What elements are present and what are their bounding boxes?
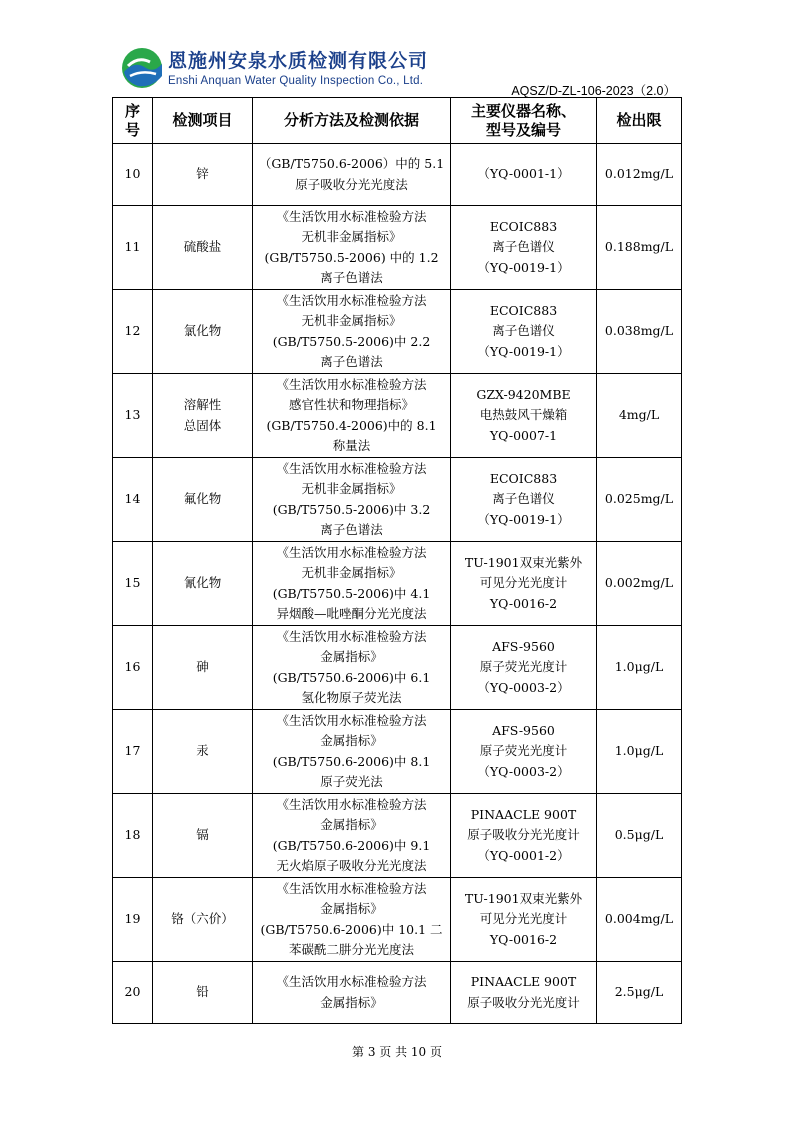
cell-instrument — [451, 542, 597, 626]
cell-item — [153, 290, 253, 374]
cell-limit: 1.0μg/L — [597, 626, 682, 710]
cell-instrument — [451, 206, 597, 290]
cell-item-line: 溶解性 — [183, 397, 222, 412]
cell-index: 10 — [113, 144, 153, 206]
cell-instrument-line: （YQ-0019-1） — [477, 511, 570, 527]
table-row — [113, 458, 682, 542]
cell-item — [153, 542, 253, 626]
cell-item — [153, 962, 253, 1024]
cell-method-line: 离子色谱法 — [320, 522, 383, 537]
cell-item-line: 锌 — [196, 166, 209, 182]
table-header-row — [113, 98, 682, 144]
cell-item-line: 砷 — [196, 659, 209, 675]
cell-method-line: 《生活饮用水标准检验方法 — [276, 712, 427, 728]
cell-instrument-line: 原子荧光光度计 — [479, 743, 568, 759]
cell-item — [153, 710, 253, 794]
cell-method — [253, 374, 451, 458]
header-index — [113, 98, 153, 144]
table-row — [113, 144, 682, 206]
cell-item — [153, 206, 253, 290]
cell-method-line: 《生活饮用水标准检验方法 — [276, 796, 427, 812]
cell-method-line: 《生活饮用水标准检验方法 — [276, 208, 427, 224]
header-method — [253, 98, 451, 144]
cell-method — [253, 710, 451, 794]
cell-method — [253, 794, 451, 878]
cell-limit: 0.025mg/L — [597, 458, 682, 542]
cell-index: 11 — [113, 206, 153, 290]
cell-index: 12 — [113, 290, 153, 374]
table-row — [113, 542, 682, 626]
cell-instrument-line: （YQ-0019-1） — [477, 259, 570, 275]
header-method-line: 分析方法及检测依据 — [283, 111, 419, 129]
cell-limit: 0.012mg/L — [597, 144, 682, 206]
cell-instrument — [451, 626, 597, 710]
cell-index: 20 — [113, 962, 153, 1024]
cell-item-line: 汞 — [196, 743, 209, 759]
cell-method-line: 无火焰原子吸收分光光度法 — [276, 858, 427, 873]
cell-item — [153, 144, 253, 206]
cell-item — [153, 794, 253, 878]
cell-limit: 0.004mg/L — [597, 878, 682, 962]
cell-instrument-line: ECOIC883 — [489, 218, 558, 234]
cell-method-line: 金属指标》 — [320, 649, 383, 664]
table-row — [113, 290, 682, 374]
cell-method-line: (GB/T5750.6-2006)中 6.1 — [272, 669, 431, 685]
cell-method — [253, 962, 451, 1024]
cell-instrument-line: YQ-0016-2 — [489, 595, 558, 611]
cell-method-line: (GB/T5750.5-2006) 中的 1.2 — [264, 249, 439, 265]
cell-instrument-line: GZX-9420MBE — [476, 386, 571, 402]
cell-method-line: (GB/T5750.4-2006)中的 8.1 — [266, 417, 437, 433]
cell-instrument-line: 原子荧光光度计 — [479, 659, 568, 675]
cell-index: 16 — [113, 626, 153, 710]
cell-method-line: （GB/T5750.6-2006）中的 5.1 — [258, 156, 445, 171]
header-index-line: 序 — [124, 101, 140, 120]
cell-item-line: 氰化物 — [183, 575, 222, 591]
cell-instrument — [451, 794, 597, 878]
cell-limit: 2.5μg/L — [597, 962, 682, 1024]
cell-method-line: (GB/T5750.6-2006)中 8.1 — [272, 753, 431, 769]
cell-method-line: 《生活饮用水标准检验方法 — [276, 460, 427, 476]
header-item-line: 检测项目 — [172, 111, 233, 129]
header-limit-line: 检出限 — [616, 111, 662, 129]
cell-method-line: 离子色谱法 — [320, 354, 383, 369]
cell-item-line: 铬（六价） — [171, 911, 234, 927]
cell-instrument-line: YQ-0007-1 — [489, 427, 558, 443]
cell-method-line: 称量法 — [332, 438, 371, 453]
cell-method-line: 离子色谱法 — [320, 270, 383, 285]
table-row — [113, 206, 682, 290]
cell-method-line: 原子荧光法 — [320, 774, 383, 789]
cell-instrument — [451, 374, 597, 458]
cell-method-line: 《生活饮用水标准检验方法 — [276, 376, 427, 392]
cell-method-line: 《生活饮用水标准检验方法 — [276, 880, 427, 896]
cell-item-line: 硫酸盐 — [183, 239, 222, 255]
cell-limit: 0.002mg/L — [597, 542, 682, 626]
cell-limit: 0.038mg/L — [597, 290, 682, 374]
cell-instrument-line: 原子吸收分光光度计 — [467, 994, 580, 1010]
header-index-line: 号 — [124, 120, 140, 139]
cell-method — [253, 542, 451, 626]
table-row — [113, 626, 682, 710]
cell-item — [153, 374, 253, 458]
cell-method-line: 无机非金属指标》 — [301, 229, 402, 244]
cell-method-line: (GB/T5750.5-2006)中 3.2 — [272, 501, 431, 517]
cell-index: 13 — [113, 374, 153, 458]
cell-item-line: 氟化物 — [183, 491, 222, 507]
cell-limit: 4mg/L — [597, 374, 682, 458]
company-name-cn: 恩施州安泉水质检测有限公司 — [168, 50, 429, 72]
cell-instrument-line: 可见分光光度计 — [479, 911, 568, 927]
cell-instrument-line: TU-1901双束光紫外 — [464, 890, 583, 906]
cell-item-line: 铅 — [196, 984, 209, 1000]
cell-index: 19 — [113, 878, 153, 962]
page-number: 第 3 页 共 10 页 — [352, 1045, 442, 1059]
cell-item — [153, 458, 253, 542]
cell-item-line: 镉 — [196, 827, 209, 843]
cell-instrument — [451, 710, 597, 794]
cell-method-line: 《生活饮用水标准检验方法 — [276, 628, 427, 644]
cell-instrument-line: （YQ-0003-2） — [477, 679, 570, 695]
cell-method-line: 无机非金属指标》 — [301, 481, 402, 496]
document-code: AQSZ/D-ZL-106-2023（2.0） — [511, 84, 676, 98]
cell-method — [253, 626, 451, 710]
company-name-en: Enshi Anquan Water Quality Inspection Co., Ltd. — [168, 75, 424, 87]
cell-method-line: (GB/T5750.6-2006)中 9.1 — [272, 837, 431, 853]
cell-method-line: 金属指标》 — [320, 901, 383, 916]
cell-method-line: (GB/T5750.5-2006)中 4.1 — [272, 585, 431, 601]
cell-method-line: 无机非金属指标》 — [301, 565, 402, 580]
cell-item — [153, 626, 253, 710]
cell-instrument-line: ECOIC883 — [489, 302, 558, 318]
header-item — [153, 98, 253, 144]
cell-method — [253, 144, 451, 206]
cell-instrument-line: AFS-9560 — [492, 638, 555, 654]
cell-instrument — [451, 290, 597, 374]
company-logo-icon — [120, 46, 164, 90]
table-row — [113, 374, 682, 458]
cell-instrument-line: （YQ-0019-1） — [477, 343, 570, 359]
cell-instrument — [451, 458, 597, 542]
cell-method-line: 异烟酸—吡唑酮分光光度法 — [276, 606, 427, 621]
cell-method-line: 金属指标》 — [320, 994, 383, 1010]
cell-method — [253, 206, 451, 290]
inspection-table — [112, 97, 682, 1024]
header-limit — [597, 98, 682, 144]
cell-item-line: 总固体 — [183, 417, 222, 433]
header-instrument-line: 型号及编号 — [485, 120, 561, 139]
table-row — [113, 962, 682, 1024]
cell-instrument-line: TU-1901双束光紫外 — [464, 554, 583, 570]
table-body — [113, 144, 682, 1024]
cell-method-line: 《生活饮用水标准检验方法 — [276, 974, 427, 989]
cell-instrument-line: 离子色谱仪 — [492, 239, 555, 255]
cell-method — [253, 290, 451, 374]
cell-instrument-line: 可见分光光度计 — [479, 575, 568, 591]
cell-method-line: 苯碳酰二肼分光光度法 — [288, 942, 414, 957]
cell-instrument-line: 电热鼓风干燥箱 — [479, 407, 568, 423]
cell-instrument-line: （YQ-0001-1） — [477, 166, 570, 182]
cell-instrument — [451, 144, 597, 206]
cell-instrument-line: （YQ-0001-2） — [477, 847, 570, 863]
cell-instrument — [451, 878, 597, 962]
table-row — [113, 710, 682, 794]
cell-item — [153, 878, 253, 962]
cell-instrument-line: 原子吸收分光光度计 — [467, 827, 580, 843]
cell-method-line: (GB/T5750.5-2006)中 2.2 — [272, 333, 431, 349]
cell-method — [253, 878, 451, 962]
cell-instrument-line: 离子色谱仪 — [492, 491, 555, 507]
cell-method-line: 《生活饮用水标准检验方法 — [276, 292, 427, 308]
cell-index: 14 — [113, 458, 153, 542]
cell-instrument-line: YQ-0016-2 — [489, 931, 558, 947]
cell-method-line: 原子吸收分光光度法 — [295, 176, 408, 192]
cell-instrument-line: （YQ-0003-2） — [477, 763, 570, 779]
cell-instrument-line: 离子色谱仪 — [492, 323, 555, 339]
cell-instrument-line: AFS-9560 — [492, 722, 555, 738]
cell-limit: 0.5μg/L — [597, 794, 682, 878]
table-row — [113, 878, 682, 962]
cell-index: 17 — [113, 710, 153, 794]
header-instrument-line: 主要仪器名称、 — [470, 101, 576, 120]
cell-instrument — [451, 962, 597, 1024]
cell-instrument-line: PINAACLE 900T — [470, 974, 577, 989]
cell-limit: 0.188mg/L — [597, 206, 682, 290]
cell-method-line: 《生活饮用水标准检验方法 — [276, 544, 427, 560]
cell-limit: 1.0μg/L — [597, 710, 682, 794]
cell-method-line: 氢化物原子荧光法 — [301, 690, 402, 705]
cell-instrument-line: ECOIC883 — [489, 470, 558, 486]
cell-method — [253, 458, 451, 542]
cell-index: 15 — [113, 542, 153, 626]
cell-method-line: 金属指标》 — [320, 733, 383, 748]
cell-index: 18 — [113, 794, 153, 878]
cell-instrument-line: PINAACLE 900T — [470, 806, 577, 822]
cell-item-line: 氯化物 — [183, 323, 222, 339]
table-row — [113, 794, 682, 878]
cell-method-line: 感官性状和物理指标》 — [288, 397, 414, 412]
cell-method-line: 金属指标》 — [320, 817, 383, 832]
cell-method-line: 无机非金属指标》 — [301, 313, 402, 328]
header-instrument — [451, 98, 597, 144]
cell-method-line: (GB/T5750.6-2006)中 10.1 二 — [260, 921, 443, 937]
